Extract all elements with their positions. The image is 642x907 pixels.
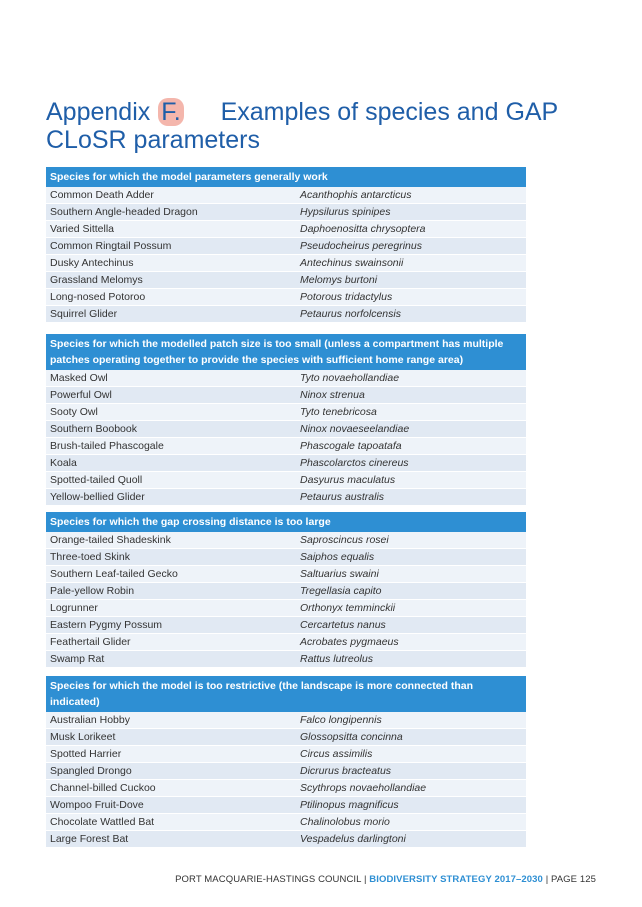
table-row (46, 797, 526, 814)
table-body (46, 370, 526, 506)
table-row (46, 204, 526, 221)
common-name-cell: Chocolate Wattled Bat (50, 816, 155, 828)
common-name-cell: Channel-billed Cuckoo (50, 782, 156, 794)
common-name-cell: Brush-tailed Phascogale (50, 440, 164, 452)
table-row (46, 438, 526, 455)
scientific-name-cell: Hypsilurus spinipes (300, 206, 391, 218)
scientific-name-cell: Tyto novaehollandiae (300, 372, 400, 384)
table-row (46, 814, 526, 831)
table-row (46, 221, 526, 238)
scientific-name-cell: Phascogale tapoatafa (300, 440, 402, 452)
table-row (46, 600, 526, 617)
common-name-cell: Koala (50, 457, 77, 469)
species-table-1 (46, 167, 526, 323)
table-row (46, 289, 526, 306)
scientific-name-cell: Phascolarctos cinereus (300, 457, 409, 469)
table-row (46, 763, 526, 780)
common-name-cell: Eastern Pygmy Possum (50, 619, 163, 631)
table-row (46, 566, 526, 583)
table-row (46, 617, 526, 634)
scientific-name-cell: Scythrops novaehollandiae (300, 782, 427, 794)
species-table-2 (46, 334, 526, 506)
scientific-name-cell: Melomys burtoni (300, 274, 378, 286)
common-name-cell: Musk Lorikeet (50, 731, 116, 743)
scientific-name-cell: Saltuarius swaini (300, 568, 379, 580)
table-row (46, 712, 526, 729)
common-name-cell: Pale-yellow Robin (50, 585, 135, 597)
common-name-cell: Spotted-tailed Quoll (50, 474, 143, 486)
footer-council: PORT MACQUARIE-HASTINGS COUNCIL (175, 874, 362, 885)
common-name-cell: Orange-tailed Shadeskink (50, 534, 171, 546)
table-body (46, 532, 526, 668)
common-name-cell: Southern Leaf-tailed Gecko (50, 568, 178, 580)
table-row (46, 404, 526, 421)
common-name-cell: Spangled Drongo (50, 765, 132, 777)
common-name-cell: Swamp Rat (50, 653, 105, 665)
table-row (46, 306, 526, 323)
scientific-name-cell: Acrobates pygmaeus (300, 636, 399, 648)
scientific-name-cell: Petaurus australis (300, 491, 385, 503)
scientific-name-cell: Saiphos equalis (300, 551, 375, 563)
scientific-name-cell: Antechinus swainsonii (300, 257, 404, 269)
appendix-letter: F. (158, 98, 183, 126)
footer-separator-2: | (545, 874, 549, 885)
common-name-cell: Common Ringtail Possum (50, 240, 172, 252)
table-row (46, 532, 526, 549)
common-name-cell: Masked Owl (50, 372, 108, 384)
scientific-name-cell: Rattus lutreolus (300, 653, 373, 665)
table-row (46, 387, 526, 404)
heading-prefix: Appendix (46, 98, 151, 126)
table-row (46, 549, 526, 566)
page-footer (0, 874, 596, 885)
common-name-cell: Dusky Antechinus (50, 257, 134, 269)
table-row (46, 729, 526, 746)
scientific-name-cell: Potorous tridactylus (300, 291, 393, 303)
table-row (46, 746, 526, 763)
common-name-cell: Large Forest Bat (50, 833, 129, 845)
scientific-name-cell: Cercartetus nanus (300, 619, 386, 631)
table-row (46, 472, 526, 489)
common-name-cell: Common Death Adder (50, 189, 154, 201)
section-header: Species for which the gap crossing distance is too large (46, 512, 526, 532)
common-name-cell: Wompoo Fruit-Dove (50, 799, 144, 811)
common-name-cell: Yellow-bellied Glider (50, 491, 145, 503)
scientific-name-cell: Circus assimilis (300, 748, 373, 760)
scientific-name-cell: Daphoenositta chrysoptera (300, 223, 426, 235)
table-body (46, 712, 526, 848)
footer-separator: | (363, 874, 367, 885)
scientific-name-cell: Chalinolobus morio (300, 816, 390, 828)
scientific-name-cell: Dicrurus bracteatus (300, 765, 392, 777)
section-header: Species for which the model parameters generally work (46, 167, 526, 187)
common-name-cell: Southern Boobook (50, 423, 137, 435)
common-name-cell: Long-nosed Potoroo (50, 291, 146, 303)
table-row (46, 455, 526, 472)
scientific-name-cell: Tregellasia capito (300, 585, 382, 597)
common-name-cell: Australian Hobby (50, 714, 130, 726)
footer-strategy: BIODIVERSITY STRATEGY 2017–2030 (369, 874, 543, 885)
table-row (46, 187, 526, 204)
section-header: Species for which the model is too restrictive (the landscape is more connected than indicated) (46, 676, 526, 712)
section-header: Species for which the modelled patch size is too small (unless a compartment has multiple patches operating together to provide the species with sufficient home range area) (46, 334, 526, 370)
species-table-3 (46, 512, 526, 668)
common-name-cell: Southern Angle-headed Dragon (50, 206, 198, 218)
footer-page-number: PAGE 125 (551, 874, 596, 885)
table-row (46, 831, 526, 848)
table-row (46, 489, 526, 506)
common-name-cell: Spotted Harrier (50, 748, 122, 760)
scientific-name-cell: Saproscincus rosei (300, 534, 389, 546)
common-name-cell: Feathertail Glider (50, 636, 131, 648)
table-row (46, 583, 526, 600)
table-row (46, 634, 526, 651)
scientific-name-cell: Orthonyx temminckii (300, 602, 396, 614)
common-name-cell: Sooty Owl (50, 406, 98, 418)
scientific-name-cell: Falco longipennis (300, 714, 382, 726)
scientific-name-cell: Ninox novaeseelandiae (300, 423, 410, 435)
table-row (46, 272, 526, 289)
table-row (46, 255, 526, 272)
table-row (46, 421, 526, 438)
table-body (46, 187, 526, 323)
scientific-name-cell: Vespadelus darlingtoni (300, 833, 406, 845)
common-name-cell: Logrunner (50, 602, 98, 614)
page-heading (46, 98, 566, 154)
scientific-name-cell: Acanthophis antarcticus (300, 189, 412, 201)
scientific-name-cell: Glossopsitta concinna (300, 731, 403, 743)
species-table-4 (46, 676, 526, 848)
scientific-name-cell: Tyto tenebricosa (300, 406, 377, 418)
common-name-cell: Varied Sittella (50, 223, 115, 235)
common-name-cell: Grassland Melomys (50, 274, 143, 286)
scientific-name-cell: Ptilinopus magnificus (300, 799, 399, 811)
table-row (46, 651, 526, 668)
scientific-name-cell: Petaurus norfolcensis (300, 308, 401, 320)
scientific-name-cell: Ninox strenua (300, 389, 365, 401)
table-row (46, 370, 526, 387)
heading-title-line2: CLoSR parameters (46, 126, 260, 154)
scientific-name-cell: Dasyurus maculatus (300, 474, 396, 486)
heading-title-line1: Examples of species and GAP (220, 98, 559, 126)
common-name-cell: Powerful Owl (50, 389, 112, 401)
common-name-cell: Squirrel Glider (50, 308, 118, 320)
scientific-name-cell: Pseudocheirus peregrinus (300, 240, 422, 252)
table-row (46, 238, 526, 255)
common-name-cell: Three-toed Skink (50, 551, 130, 563)
table-row (46, 780, 526, 797)
